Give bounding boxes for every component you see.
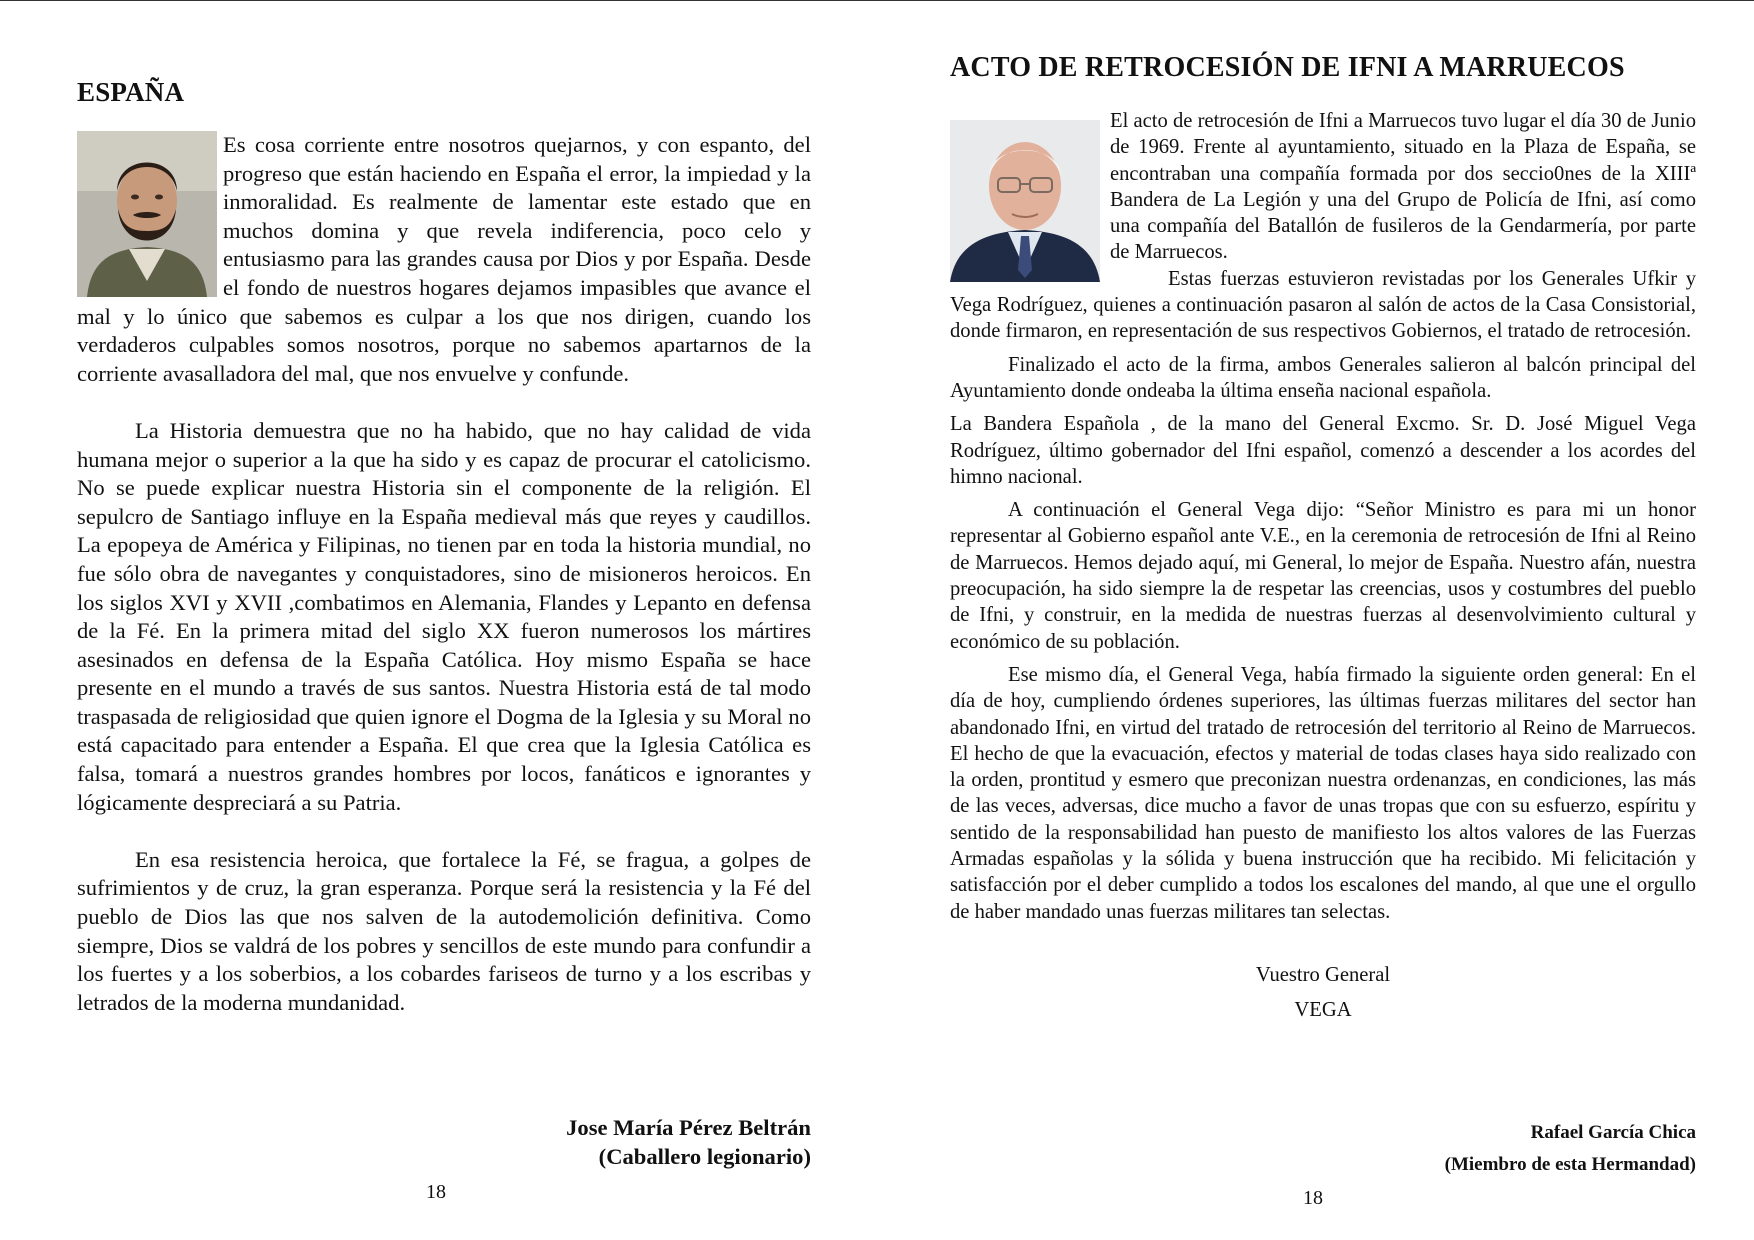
paragraph: La Historia demuestra que no ha habido, que no hay calidad de vida humana mejor o superior a la que ha sido y es capaz de procurar el catolicismo. No se puede explicar nuestra Historia sin el componente de la religión. El sepulcro de Santiago influye en la España medieval más que reyes y caudillos. La epopeya de América y Filipinas, no tienen par en toda la historia mundial, no fue sólo obra de navegantes y conquistadores, sino de misioneros heroicos. En los siglos XVI y XVII ,combatimos en Alemania, Flandes y Lepanto en defensa de la Fé. En la primera mitad del siglo XX fueron numerosos los mártires asesinados en defensa de la España Católica. Hoy mismo España se hace presente en el mundo a través de sus santos. Nuestra Historia está de tal modo traspasada de religiosidad que quien ignore el Dogma de la Iglesia y su Moral no está capacitado para entender a España. El que crea que la Iglesia Católica es falsa, tomará a nuestros grandes hombres por locos, fanáticos e ignorantes y lógicamente despreciará a su Patria. <box>77 417 811 815</box>
author-name: Jose María Pérez Beltrán <box>566 1115 811 1140</box>
author-role: (Caballero legionario) <box>598 1144 811 1169</box>
paragraph: Finalizado el acto de la firma, ambos Generales salieron al balcón principal del Ayuntamiento donde ondeaba la última enseña nacional española. <box>950 353 1696 402</box>
paragraph: La Bandera Española , de la mano del General Excmo. Sr. D. José Miguel Vega Rodríguez, último gobernador del Ifni español, comenzó a descender a los acordes del himno nacional. <box>950 413 1696 488</box>
left-page <box>77 0 811 1240</box>
paragraph: Es cosa corriente entre nosotros quejarnos, y con espanto, del progreso que están haciendo en España el error, la impiedad y la inmoralidad. Es realmente de lamentar este estado que en muchos domina y que revela indiferencia, poco celo y entusiasmo para las grandes causa por Dios y por España. Desde el fondo de nuestros hogares dejamos impasibles que avance el mal y lo único que sabemos es culpar a los que nos dirigen, cuando los verdaderos culpables somos nosotros, porque no sabemos apartarnos de la corriente avasalladora del mal, que nos envuelve y confunde. <box>77 132 811 386</box>
paragraph: Estas fuerzas estuvieron revistadas por los Generales Ufkir y Vega Rodríguez, quienes a continuación pasaron al salón de actos de la Casa Consistorial, donde firmaron, en representación de sus respectivos Gobiernos, el tratado de retrocesión. <box>950 267 1696 343</box>
page-number: 18 <box>426 1181 446 1203</box>
author-portrait-photo <box>77 131 217 297</box>
closing-name: VEGA <box>1294 998 1352 1021</box>
author-signature <box>1445 1117 1696 1181</box>
author-role: (Miembro de esta Hermandad) <box>1444 1154 1696 1175</box>
page-number: 18 <box>1303 1187 1323 1209</box>
paragraph: Ese mismo día, el General Vega, había firmado la siguiente orden general: En el día de hoy, cumpliendo órdenes superiores, las últimas fuerzas militares del sector han abandonado Ifni, en virtud del tratado de retrocesión del territorio al Reino de Marruecos. El hecho de que la evacuación, efectos y material de todas clases haya sido realizado con la orden, prontitud y esmero que preconizan nuestra ordenanzas, en condiciones, las más de las veces, adversas, dice mucho a favor de unas tropas que con su esfuerzo, espíritu y sentido de la responsabilidad han puesto de manifiesto los altos valores de las Fuerzas Armadas españolas y la sólida y buena instrucción que ha recibido. Mi felicitación y satisfacción por el deber cumplido a todos los escalones del mando, al que une el orgullo de haber mandado unas fuerzas militares tan selectas. <box>950 663 1696 923</box>
right-page <box>950 0 1696 1240</box>
closing-line: Vuestro General <box>1255 963 1391 986</box>
article-body-ifni <box>950 108 1696 1028</box>
article-title-espana: ESPAÑA <box>77 77 185 107</box>
closing-block <box>950 958 1696 1028</box>
author-name: Rafael García Chica <box>1530 1122 1696 1143</box>
article-title-ifni: ACTO DE RETROCESIÓN DE IFNI A MARRUECOS <box>950 52 1625 83</box>
author-portrait-photo <box>950 120 1100 282</box>
paragraph: En esa resistencia heroica, que fortalece la Fé, se fragua, a golpes de sufrimientos y de cruz, la gran esperanza. Porque será la resistencia y la Fé del pueblo de Dios las que nos salven de la autodemolición definitiva. Como siempre, Dios se valdrá de los pobres y sencillos de este mundo para confundir a los fuertes y a los soberbios, a los cobardes fariseos de turno y a los escribas y letrados de la moderna mundanidad. <box>77 846 811 1015</box>
paragraph: A continuación el General Vega dijo: “Señor Ministro es para mi un honor representar al Gobierno español ante V.E., en la ceremonia de retrocesión de Ifni al Reino de Marruecos. Hemos dejado aquí, mi General, lo mejor de España. Nuestro afán, nuestra preocupación, ha sido siempre la de respetar las creencias, usos y costumbres del pueblo de Ifni, y construir, en la medida de nuestras fuerzas al desenvolvimiento cultural y económico de su población. <box>950 499 1696 653</box>
paragraph: El acto de retrocesión de Ifni a Marruecos tuvo lugar el día 30 de Junio de 1969. Frente al ayuntamiento, situado en la Plaza de España, se encontraban una compañía formada por dos seccio0nes de la XIIIª Bandera de La Legión y una del Grupo de Policía de Ifni, así como una compañía del Batallón de fusileros de la Gendarmería, por parte de Marruecos. <box>950 108 1696 266</box>
author-signature <box>566 1113 811 1171</box>
article-body-espana <box>77 131 811 1017</box>
